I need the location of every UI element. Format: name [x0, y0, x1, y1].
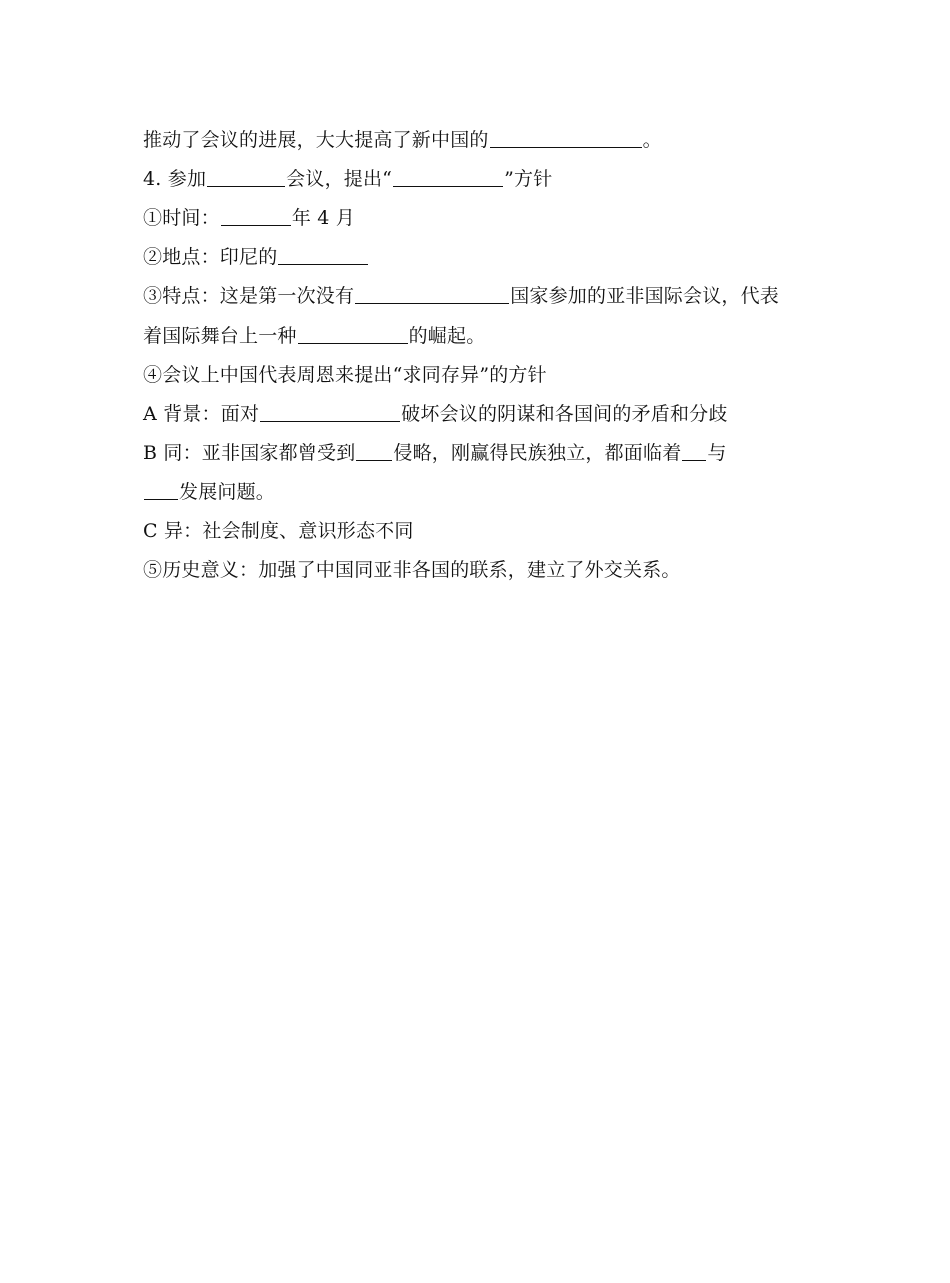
text-line-4 — [143, 245, 823, 269]
text-segment: 。 — [642, 129, 662, 151]
text-segment: 侵略，刚赢得民族独立，都面临着 — [393, 442, 682, 464]
text-line-8 — [143, 402, 823, 426]
fill-in-blank[interactable] — [393, 168, 503, 187]
document-body — [143, 128, 823, 597]
fill-in-blank[interactable] — [682, 442, 706, 461]
text-segment: 着国际舞台上一种 — [143, 325, 297, 347]
fill-in-blank[interactable] — [298, 325, 408, 344]
text-segment: 破坏会议的阴谋和各国间的矛盾和分歧 — [401, 403, 728, 425]
text-segment: 4. 参加 — [143, 168, 207, 190]
text-line-9 — [143, 441, 823, 465]
fill-in-blank[interactable] — [278, 246, 368, 265]
text-segment: ⑤历史意义：加强了中国同亚非各国的联系，建立了外交关系。 — [143, 559, 681, 581]
text-segment: 国家参加的亚非国际会议，代表 — [510, 285, 780, 307]
text-segment: 推动了会议的进展，大大提高了新中国的 — [143, 129, 489, 151]
text-segment: ③特点：这是第一次没有 — [143, 285, 355, 307]
fill-in-blank[interactable] — [260, 403, 400, 422]
text-line-12 — [143, 558, 823, 582]
fill-in-blank[interactable] — [355, 285, 509, 304]
text-segment: C 异：社会制度、意识形态不同 — [143, 520, 414, 542]
fill-in-blank[interactable] — [221, 207, 291, 226]
text-segment: 与 — [707, 442, 727, 464]
fill-in-blank[interactable] — [144, 481, 178, 500]
text-line-7 — [143, 363, 823, 387]
text-line-5 — [143, 284, 823, 308]
fill-in-blank[interactable] — [356, 442, 392, 461]
text-line-1 — [143, 128, 823, 152]
text-segment: 年 4 月 — [291, 207, 355, 229]
fill-in-blank[interactable] — [207, 168, 285, 187]
text-line-3 — [143, 206, 823, 230]
text-segment: ①时间： — [143, 207, 220, 229]
text-line-2 — [143, 167, 823, 191]
text-segment: 的崛起。 — [408, 325, 486, 347]
text-segment: ”方针 — [504, 168, 553, 190]
fill-in-blank[interactable] — [490, 129, 642, 148]
text-segment: A 背景：面对 — [143, 403, 260, 425]
text-line-6 — [143, 324, 823, 348]
text-segment: B 同：亚非国家都曾受到 — [143, 442, 356, 464]
text-segment: ②地点：印尼的 — [143, 246, 278, 268]
text-line-11 — [143, 519, 823, 543]
text-segment: 会议，提出“ — [286, 168, 393, 190]
text-line-10 — [143, 480, 823, 504]
text-segment: ④会议上中国代表周恩来提出“求同存异”的方针 — [143, 364, 547, 386]
text-segment: 发展问题。 — [179, 481, 276, 503]
